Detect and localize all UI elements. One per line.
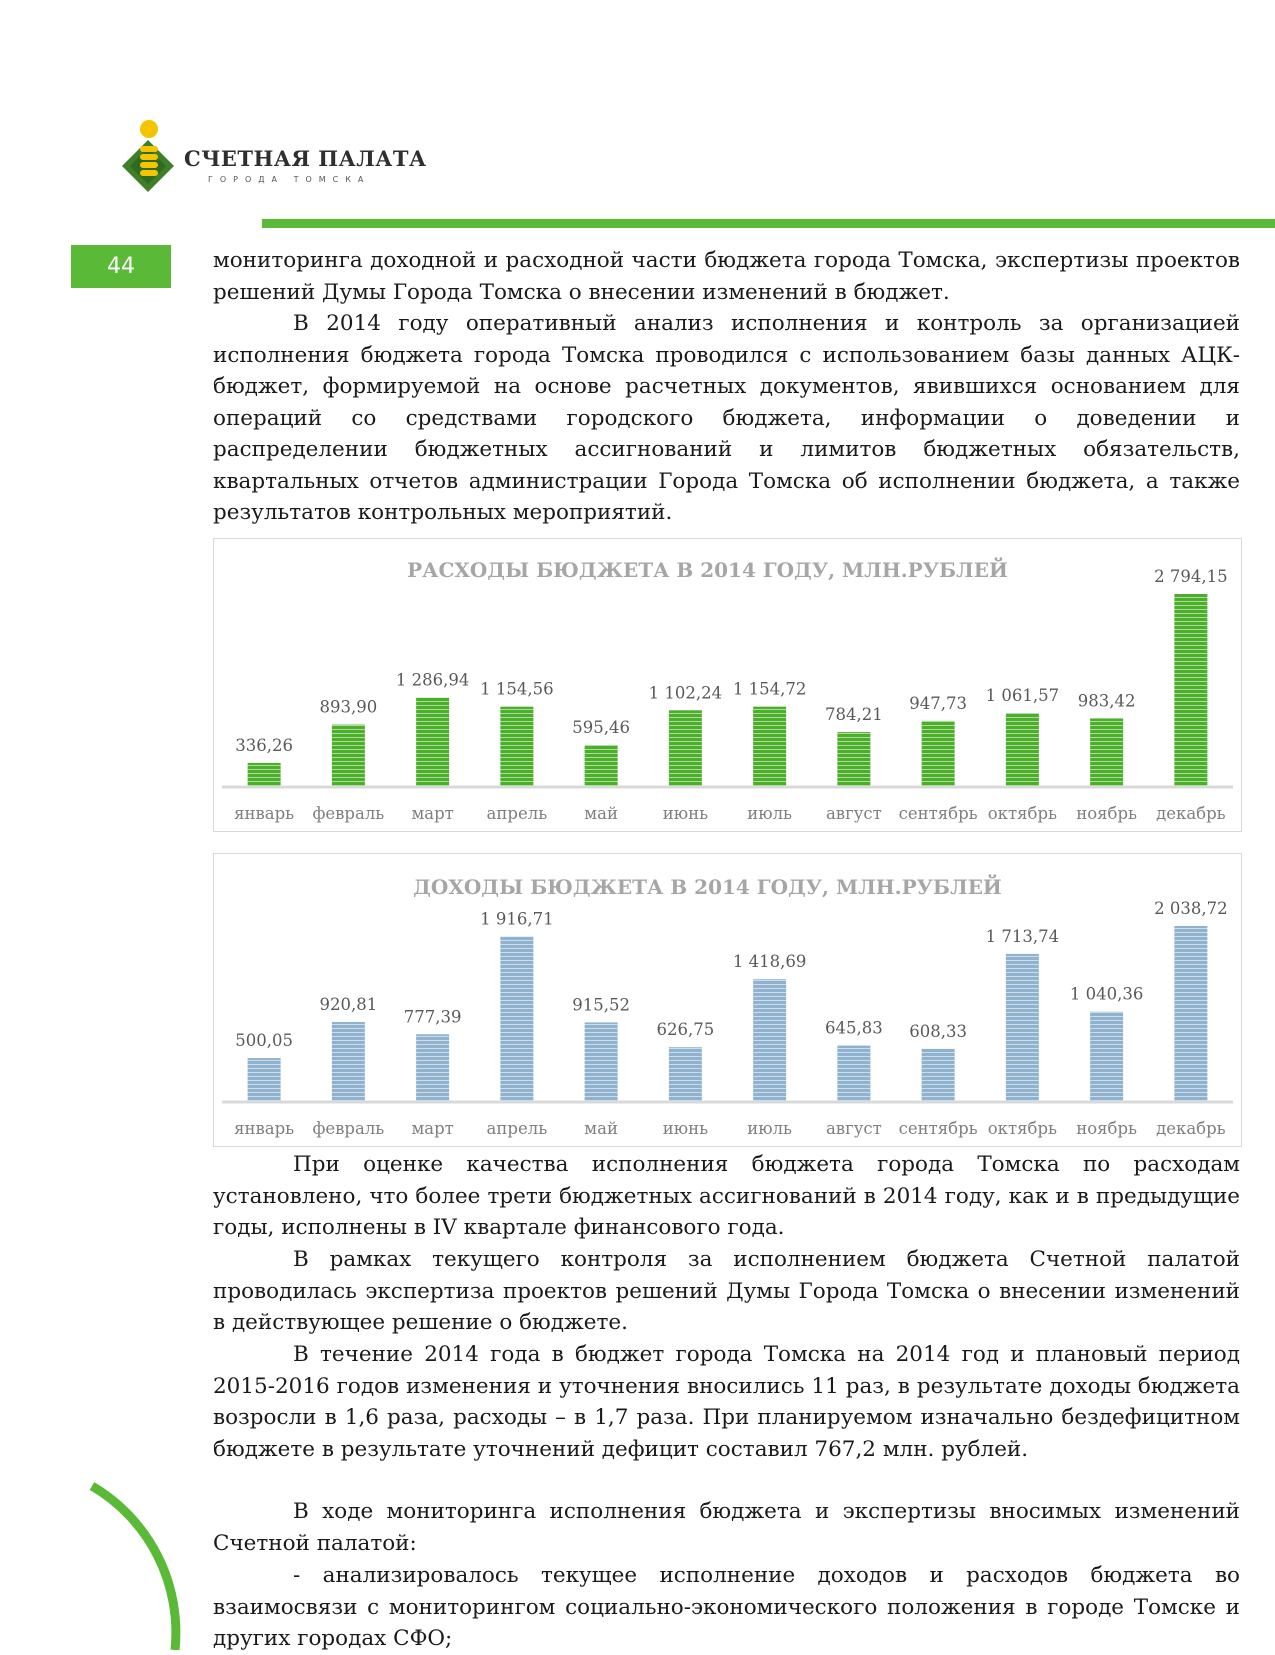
revenues-chart-svg — [214, 854, 1241, 1146]
bar-январь — [248, 763, 281, 786]
data-label: 947,73 — [909, 693, 967, 713]
category-label: август — [825, 804, 882, 823]
data-label: 1 916,71 — [480, 909, 554, 929]
category-label: июль — [747, 804, 793, 823]
category-label: март — [411, 804, 454, 823]
data-label: 1 418,69 — [732, 952, 807, 972]
category-label: сентябрь — [898, 804, 978, 823]
bar-август — [837, 732, 870, 786]
data-label: 915,52 — [572, 995, 630, 1015]
bar-декабрь — [1174, 926, 1207, 1101]
bar-декабрь — [1174, 594, 1207, 786]
category-label: октябрь — [987, 804, 1058, 823]
expenses-chart-svg — [214, 539, 1241, 831]
category-label: ноябрь — [1076, 804, 1138, 823]
bar-октябрь — [1006, 954, 1039, 1101]
bar-март — [416, 1034, 449, 1101]
decorative-arc-icon — [0, 1480, 200, 1650]
category-label: февраль — [312, 1119, 385, 1138]
category-label: май — [584, 1119, 618, 1138]
data-label: 1 061,57 — [985, 686, 1060, 706]
data-label: 645,83 — [825, 1018, 883, 1038]
bar-ноябрь — [1090, 718, 1123, 786]
data-label: 920,81 — [319, 994, 378, 1014]
data-label: 784,21 — [825, 705, 883, 725]
category-label: декабрь — [1156, 1119, 1226, 1138]
category-label: сентябрь — [898, 1119, 978, 1138]
data-label: 1 040,36 — [1069, 984, 1144, 1004]
header-rule — [262, 219, 1275, 228]
data-label: 595,46 — [572, 718, 630, 738]
bar-июль — [753, 979, 786, 1101]
data-label: 1 713,74 — [985, 926, 1060, 946]
bar-июнь — [669, 710, 702, 786]
bar-сентябрь — [922, 1049, 955, 1101]
data-label: 336,26 — [235, 735, 293, 755]
bar-апрель — [500, 707, 533, 786]
category-label: август — [825, 1119, 882, 1138]
category-label: июнь — [662, 1119, 709, 1138]
data-label: 2 794,15 — [1154, 567, 1228, 586]
paragraph-4: В рамках текущего контроля за исполнением бюджета Счетной палатой проводилась экспертиза проектов решений Думы Города Томска о внесении изменений в действующее решение о бюджете. — [213, 1247, 1240, 1335]
category-label: ноябрь — [1076, 1119, 1138, 1138]
data-label: 1 286,94 — [395, 670, 470, 690]
category-label: апрель — [486, 1119, 548, 1138]
category-label: июль — [747, 1119, 793, 1138]
bar-июнь — [669, 1047, 702, 1101]
bar-сентябрь — [922, 721, 955, 786]
logo-emblem-icon — [118, 118, 178, 198]
bar-май — [585, 1022, 618, 1101]
bar-апрель — [500, 936, 533, 1101]
chart-title: ДОХОДЫ БЮДЖЕТА В 2014 ГОДУ, МЛН.РУБЛЕЙ — [413, 875, 1002, 899]
category-label: октябрь — [987, 1119, 1058, 1138]
paragraph-1: мониторинга доходной и расходной части бюджета города Томска, экспертизы проектов решений Думы Города Томска о внесении изменений в бюджет. — [213, 248, 1240, 305]
category-label: январь — [234, 804, 295, 823]
page-number: 44 — [71, 245, 171, 288]
data-label: 893,90 — [319, 697, 378, 717]
category-label: март — [411, 1119, 454, 1138]
category-label: январь — [234, 1119, 295, 1138]
bar-июль — [753, 707, 786, 786]
paragraph-7: - анализировалось текущее исполнение доходов и расходов бюджета во взаимосвязи с мониторингом социально-экономического положения в городе Томске и других городах СФО; — [213, 1563, 1240, 1651]
paragraph-6: В ходе мониторинга исполнения бюджета и экспертизы вносимых изменений Счетной палатой: — [213, 1499, 1240, 1556]
data-label: 983,42 — [1077, 691, 1136, 711]
data-label: 777,39 — [403, 1007, 462, 1027]
data-label: 1 102,24 — [648, 683, 723, 703]
category-label: апрель — [486, 804, 548, 823]
paragraph-3: При оценке качества исполнения бюджета города Томска по расходам установлено, что более трети бюджетных ассигнований в 2014 году, как и в предыдущие годы, исполнены в IV квартале финансового года. — [213, 1152, 1240, 1240]
data-label: 626,75 — [656, 1020, 715, 1040]
bar-август — [837, 1046, 870, 1101]
bar-октябрь — [1006, 713, 1039, 786]
paragraph-5: В течение 2014 года в бюджет города Томска на 2014 год и плановый период 2015-2016 годов изменения и уточнения вносились 11 раз, в результате доходы бюджета возросли в 1,6 раза, расходы – в 1,7 раза. При планируемом изначально бездефицитном бюджете в результате уточнений дефицит составил 767,2 млн. рублей. — [213, 1342, 1240, 1462]
bar-февраль — [332, 725, 365, 786]
data-label: 608,33 — [909, 1021, 967, 1041]
data-label: 500,05 — [235, 1031, 293, 1051]
paragraph-2: В 2014 году оперативный анализ исполнения и контроль за организацией исполнения бюджета города Томска проводился с использованием базы данных АЦК-бюджет, формируемой на основе расчетных документов, явившихся основанием для операций со средствами городского бюджета, информации о доведении и распределении бюджетных ассигнований и лимитов бюджетных обязательств, квартальных отчетов администрации Города Томска об исполнении бюджета, а также результатов контрольных мероприятий. — [213, 311, 1240, 525]
org-title: СЧЕТНАЯ ПАЛАТА — [184, 146, 427, 171]
bar-ноябрь — [1090, 1012, 1123, 1101]
category-label: май — [584, 804, 618, 823]
data-label: 1 154,56 — [480, 679, 554, 699]
data-label: 1 154,72 — [732, 679, 807, 699]
header-logo — [118, 118, 427, 208]
bar-март — [416, 698, 449, 786]
org-subtitle: ГОРОДА ТОМСКА — [208, 175, 371, 184]
category-label: июнь — [662, 804, 709, 823]
bar-май — [585, 745, 618, 786]
data-label: 2 038,72 — [1154, 899, 1228, 918]
bar-январь — [248, 1058, 281, 1101]
category-label: декабрь — [1156, 804, 1226, 823]
expenses-chart — [213, 538, 1242, 832]
bar-февраль — [332, 1022, 365, 1101]
category-label: февраль — [312, 804, 385, 823]
revenues-chart — [213, 853, 1242, 1147]
chart-title: РАСХОДЫ БЮДЖЕТА В 2014 ГОДУ, МЛН.РУБЛЕЙ — [407, 558, 1008, 582]
